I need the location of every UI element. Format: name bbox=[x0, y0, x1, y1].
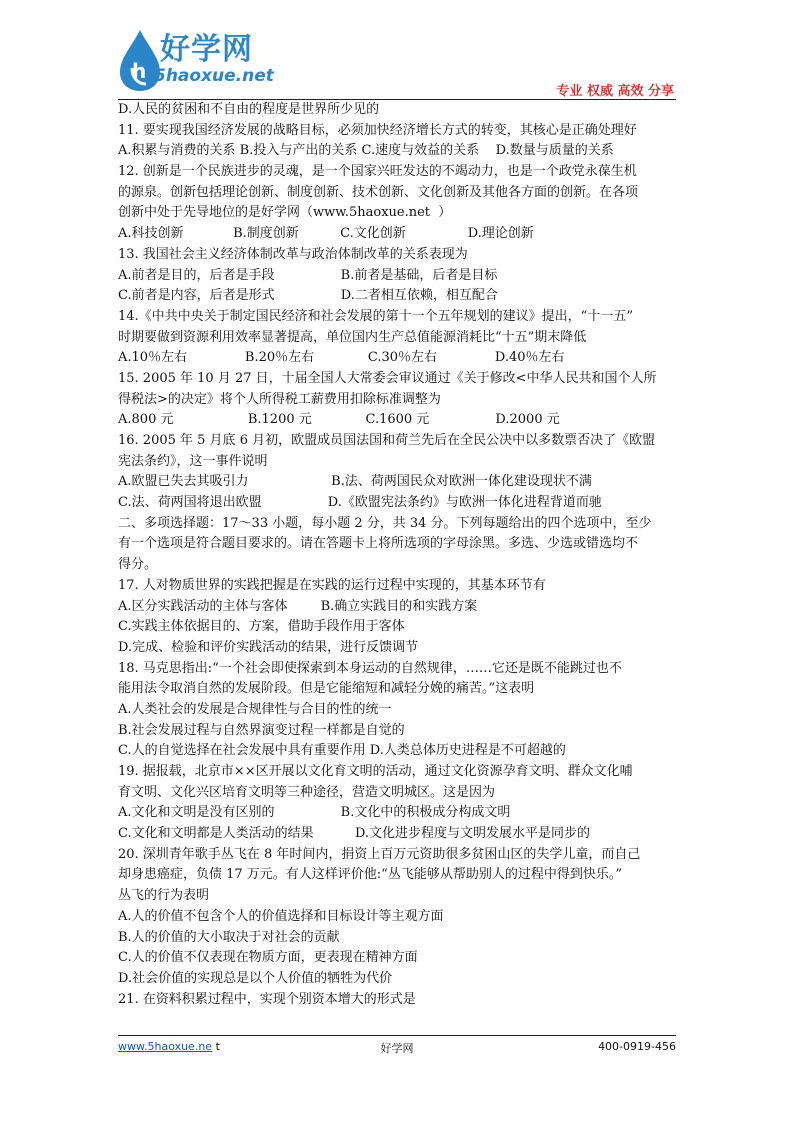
brand-name-cn: 好学网 bbox=[160, 32, 253, 67]
text-line: 11. 要实现我国经济发展的战略目标，必须加快经济增长方式的转变，其核心是正确处理好 bbox=[118, 122, 637, 138]
text-line: A.积累与消费的关系 B.投入与产出的关系 C.速度与效益的关系 D.数量与质量的关系 bbox=[118, 143, 614, 159]
text-line: 16. 2005 年 5 月底 6 月初，欧盟成员国法国和荷兰先后在全民公决中以多数票否决了《欧盟 bbox=[118, 433, 656, 448]
text-line: C.人的自觉选择在社会发展中具有重要作用 D.人类总体历史进程是不可超越的 bbox=[118, 743, 566, 759]
text-line: C.法、荷两国将退出欧盟 D.《欧盟宪法条约》与欧洲一体化进程背道而驰 bbox=[118, 495, 602, 511]
text-line: 的源泉。创新包括理论创新、制度创新、技术创新、文化创新及其他各方面的创新。在各项 bbox=[118, 184, 639, 200]
header-slogan: 专业 权威 高效 分享 bbox=[556, 84, 674, 99]
text-line: 创新中处于先导地位的是好学网（www.5haoxue.net ） bbox=[118, 205, 452, 221]
text-line: 却身患癌症，负债 17 万元。有人这样评价他:“丛飞能够从帮助别人的过程中得到快乐。” bbox=[118, 867, 622, 883]
text-line: 得税法>的决定》将个人所得税工薪费用扣除标准调整为 bbox=[118, 391, 441, 407]
footer-divider bbox=[118, 1035, 676, 1036]
text-line: 得分。 bbox=[118, 557, 158, 573]
footer-link[interactable]: www.5haoxue.ne bbox=[118, 1040, 213, 1053]
footer-phone: 400-0919-456 bbox=[598, 1040, 676, 1053]
text-line: 17. 人对物质世界的实践把握是在实践的运行过程中实现的，其基本环节有 bbox=[118, 577, 546, 593]
text-line: 15. 2005 年 10 月 27 日，十届全国人大常委会审议通过《关于修改<中华人民共和国个人所 bbox=[118, 370, 657, 386]
text-line: B.人的价值的大小取决于对社会的贡献 bbox=[118, 929, 340, 945]
text-line: 能用法令取消自然的发展阶段。但是它能缩短和减轻分娩的痛苦。”这表明 bbox=[118, 681, 535, 697]
svg-text:h: h bbox=[132, 59, 147, 83]
text-line: A.文化和文明是没有区别的 B.文化中的积极成分构成文明 bbox=[118, 805, 511, 821]
text-line: 育文明、文化兴区培育文明等三种途径，营造文明城区。这是因为 bbox=[118, 784, 496, 800]
text-line: 丛飞的行为表明 bbox=[118, 888, 210, 904]
text-line: A.科技创新 B.制度创新 C.文化创新 D.理论创新 bbox=[118, 226, 534, 242]
exam-content bbox=[118, 100, 683, 1010]
text-line: 18. 马克思指出:“一个社会即使探索到本身运动的自然规律，……它还是既不能跳过也不 bbox=[118, 660, 622, 676]
text-line: A.前者是目的，后者是手段 B.前者是基础，后者是目标 bbox=[118, 267, 498, 283]
text-line: 宪法条约》，这一事件说明 bbox=[118, 453, 268, 469]
text-line: C.人的价值不仅表现在物质方面，更表现在精神方面 bbox=[118, 950, 418, 966]
text-line: 14.《中共中央关于制定国民经济和社会发展的第十一个五年规划的建议》提出，“十一五” bbox=[118, 308, 633, 324]
text-line: C.实践主体依据目的、方案，借助手段作用于客体 bbox=[118, 619, 405, 635]
text-line: A.欧盟已失去其吸引力 B.法、荷两国民众对欧洲一体化建设现状不满 bbox=[118, 474, 592, 490]
text-line: A.800 元 B.1200 元 C.1600 元 D.2000 元 bbox=[118, 412, 560, 428]
text-line: A.人的价值不包含个人的价值选择和目标设计等主观方面 bbox=[118, 908, 444, 924]
text-line: C.文化和文明都是人类活动的结果 D.文化进步程度与文明发展水平是同步的 bbox=[118, 826, 591, 842]
footer-center-text: 好学网 bbox=[380, 1042, 414, 1055]
brand-name-en: 5haoxue.net bbox=[154, 66, 274, 86]
site-logo[interactable] bbox=[118, 22, 274, 100]
text-line: D.完成、检验和评价实践活动的结果，进行反馈调节 bbox=[118, 639, 419, 655]
text-line: A.人类社会的发展是合规律性与合目的性的统一 bbox=[118, 701, 392, 717]
text-line: A.10％左右 B.20％左右 C.30％左右 D.40％左右 bbox=[118, 350, 565, 366]
text-line: 19. 据报载，北京市××区开展以文化育文明的活动，通过文化资源孕育文明、群众文化哺 bbox=[118, 764, 633, 779]
text-line: 二、多项选择题：17～33 小题，每小题 2 分，共 34 分。下列每题给出的四个选项中，至少 bbox=[118, 515, 652, 531]
text-line: D.社会价值的实现总是以个人价值的牺牲为代价 bbox=[118, 970, 393, 986]
page-header bbox=[0, 0, 794, 100]
text-line: 有一个选项是符合题目要求的。请在答题卡上将所选项的字母涂黑。多选、少选或错选均不 bbox=[118, 536, 639, 552]
text-line: 13. 我国社会主义经济体制改革与政治体制改革的关系表现为 bbox=[118, 246, 468, 262]
text-line: 12. 创新是一个民族进步的灵魂，是一个国家兴旺发达的不竭动力，也是一个政党永葆生机 bbox=[118, 164, 637, 180]
text-line: 20. 深圳青年歌手丛飞在 8 年时间内，捐资上百万元资助很多贫困山区的失学儿童，而自己 bbox=[118, 846, 641, 862]
text-line: B.社会发展过程与自然界演变过程一样都是自觉的 bbox=[118, 722, 405, 738]
footer-link-tail: t bbox=[212, 1040, 220, 1053]
text-line: D.人民的贫困和不自由的程度是世界所少见的 bbox=[118, 102, 380, 117]
text-line: 时期要做到资源利用效率显著提高，单位国内生产总值能源消耗比“十五”期末降低 bbox=[118, 329, 587, 345]
page-footer bbox=[118, 1040, 676, 1060]
text-line: C.前者是内容，后者是形式 D.二者相互依赖，相互配合 bbox=[118, 288, 498, 304]
text-line: A.区分实践活动的主体与客体 B.确立实践目的和实践方案 bbox=[118, 598, 478, 614]
text-line: 21. 在资料积累过程中，实现个别资本增大的形式是 bbox=[118, 991, 416, 1007]
